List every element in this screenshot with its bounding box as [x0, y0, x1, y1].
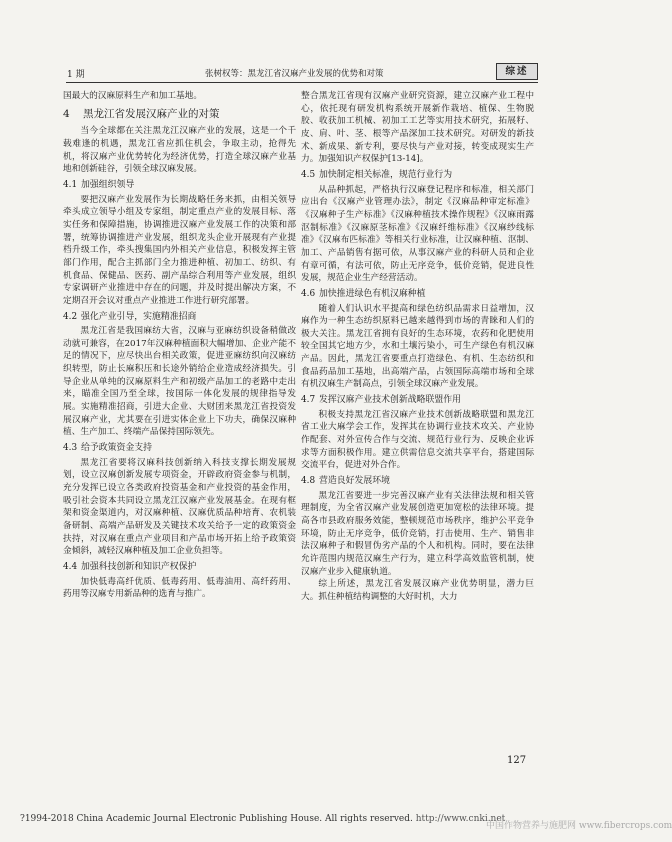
paragraph: 国最大的汉麻原料生产和加工基地。 [63, 91, 202, 101]
paragraph: 黑龙江省要进一步完善汉麻产业有关法律法规和相关管理制度，为全省汉麻产业发展创造更加宽松的法律环境。提高各市县政府服务效能，整顿规范市场秩序，维护公平竞争环境，防止无序竞争，低价竞销，打击使用、生产、销售非法汉麻种子和假冒伪劣产品的个人和机构。同时，要在法律允许范围内规范汉麻生产行为，建立科学高效监管机制，使汉麻产业步入健康轨道。 [301, 490, 534, 577]
paragraph: 整合黑龙江省现有汉麻产业研究资源，建立汉麻产业工程中心，依托现有研发机构系统开展新作栽培、植保、生物脱胶、收获加工机械、初加工工艺等实用技术研究，拓展籽、皮、肩、叶、茎、根等产品深加工技术研究。对研发的新技术、新成果、新专利，要尽快与产业对接，转变成现实生产力。加强知识产权保护[13-14]。 [301, 91, 534, 165]
subsection-heading [63, 179, 296, 192]
heading-number: 4.3 [63, 443, 78, 454]
section-heading [63, 108, 296, 121]
heading-number: 4.1 [63, 179, 78, 190]
section-badge: 综述 [496, 63, 538, 80]
heading-text: 强化产业引导，实施精准招商 [81, 311, 197, 322]
heading-number: 4.7 [301, 395, 316, 406]
subsection-heading [63, 311, 296, 324]
paragraph: 从品种抓起，严格执行汉麻登记程序和标准，相关部门应出台《汉麻产业管理办法》，制定《汉麻品种审定标准》《汉麻种子生产标准》《汉麻种植技术操作规程》《汉麻雨露沤制标准》《汉麻原茎标准》《汉麻纤维标准》《汉麻纱线标准》《汉麻布匹标准》等相关行业标准，让汉麻种植、沤制、加工、产品销售有据可依，从事汉麻产业的科研人员和企业有章可循，有法可依，防止无序竞争，低价竞销，促进良性发展，规范企业生产经营活动。 [301, 184, 534, 284]
header-rule [66, 82, 538, 83]
heading-text: 加快推进绿色有机汉麻种植 [319, 288, 426, 299]
subsection-heading [63, 442, 296, 455]
heading-number: 4.2 [63, 311, 78, 322]
footer-link[interactable]: http://www.cnki.net [415, 814, 506, 824]
subsection-heading [301, 394, 534, 407]
left-column [63, 90, 296, 601]
issue-number: 1 期 [67, 70, 85, 80]
paragraph: 随着人们认识水平提高和绿色纺织品需求日益增加，汉麻作为一种生态纺织原料已越来越得到市场的青睐和人们的极大关注。黑龙江省拥有良好的生态环境，农药和化肥使用较全国其它地方少，水和土壤污染小，可生产绿色有机汉麻产品。因此，黑龙江省要重点打造绿色、有机、生态纺织和食品药品加工基地，出高端产品，占领国际高端市场和全球有机汉麻生产制高点，引领全球汉麻产业发展。 [301, 303, 534, 390]
subsection-heading [301, 169, 534, 182]
heading-text: 营造良好发展环境 [319, 476, 390, 487]
heading-number: 4.5 [301, 169, 316, 180]
subsection-heading [63, 561, 296, 574]
copyright-text: ?1994-2018 China Academic Journal Electronic Publishing House. All rights reserved. [20, 814, 413, 824]
right-column [301, 90, 534, 604]
heading-text: 加强科技创新和知识产权保护 [81, 561, 197, 572]
watermark-text: 中国作物营养与施肥网 www.fibercrops.com [486, 821, 672, 831]
paragraph: 当今全球都在关注黑龙江汉麻产业的发展，这是一个千载难逢的机遇，黑龙江省应抓住机会，争取主动，抢得先机，将汉麻产业优势转化为经济优势，打造全球汉麻产业基地和创新硅谷，引领全球汉麻发展。 [63, 126, 296, 175]
heading-text: 给予政策资金支持 [81, 443, 152, 454]
paragraph: 黑龙江省是我国麻纺大省，汉麻与亚麻纺织设备稍做改动就可兼容，在2017年汉麻种植面积大幅增加、企业产能不足的情况下，应尽快出台相关政策，促进亚麻纺织向汉麻纺织转型，防止长麻积压和长途外销给企业造成经济损失。引导企业从单纯的汉麻原料生产和初级产品加工的老路中走出来，瞄准全国乃至全球，按国际一体化发展的规律指导发展。实施精准招商，引进大企业、大财团来黑龙江省投资发展汉麻产业，尤其要在引进实体企业上下功夫，确保汉麻种植、生产加工、终端产品保持国际领先。 [63, 326, 296, 438]
paragraph: 积极支持黑龙江省汉麻产业技术创新战略联盟和黑龙江省工业大麻学会工作，发挥其在协调行业技术攻关、产业协作配套、对外宣传合作与交流、规范行业行为、反映企业诉求等方面积极作用。建立供需信息交流共享平台，搭建国际交流平台，促进对外合作。 [301, 409, 534, 471]
paragraph: 综上所述，黑龙江省发展汉麻产业优势明显，潜力巨大。抓住种植结构调整的大好时机，大力 [301, 579, 534, 602]
paragraph: 要把汉麻产业发展作为长期战略任务来抓，由相关领导牵头成立领导小组及专家组，制定重点产业的发展目标、落实任务和保障措施，协调推进汉麻产业发展工作的决策和部署，统筹协调推进产业发展，组织龙头企业开展现有产业提档升级工作，牵头搜集国内外相关产业信息，积极发挥主管部门作用，配合主抓部门全力推进种植、初加工、纺织、有机食品、保健品、医药、副产品综合利用等产业发展，组织专家调研产业推进中存在的问题，并及时提出解决方案，不定期召开会议对重点产业推进工作进行研究部署。 [63, 194, 296, 306]
heading-text: 发挥汉麻产业技术创新战略联盟作用 [319, 395, 461, 406]
page-number: 127 [507, 755, 527, 766]
subsection-heading [301, 475, 534, 488]
subsection-heading [301, 288, 534, 301]
heading-number: 4 [63, 107, 70, 120]
heading-number: 4.4 [63, 561, 78, 572]
heading-number: 4.6 [301, 288, 316, 299]
running-title: 张树权等：黑龙江省汉麻产业发展的优势和对策 [205, 69, 384, 79]
paragraph: 加快低毒高纤优质、低毒药用、低毒油用、高纤药用、药用等汉麻专用新品种的选育与推广。 [63, 576, 296, 600]
paragraph: 黑龙江省要将汉麻科技创新纳入科技支撑长期发展规划，设立汉麻创新发展专项资金，开辟政府资金参与机制，充分发挥已设立各类政府投资基金和产业投资的基金作用，吸引社会资本共同设立黑龙江汉麻产业发展基金。在现有框架和资金渠道内，对汉麻种植、汉麻优质品种培育、农机装备研制、高端产品研发及关键技术攻关给予一定的政策资金扶持，对汉麻在重点产业项目和产品市场开拓上给予政策资金倾斜，减轻汉麻种植及加工企业负担等。 [63, 457, 296, 557]
footer [20, 814, 505, 824]
heading-text: 黑龙江省发展汉麻产业的对策 [83, 107, 220, 120]
heading-number: 4.8 [301, 476, 316, 487]
heading-text: 加快制定相关标准，规范行业行为 [319, 169, 453, 180]
heading-text: 加强组织领导 [81, 179, 135, 190]
